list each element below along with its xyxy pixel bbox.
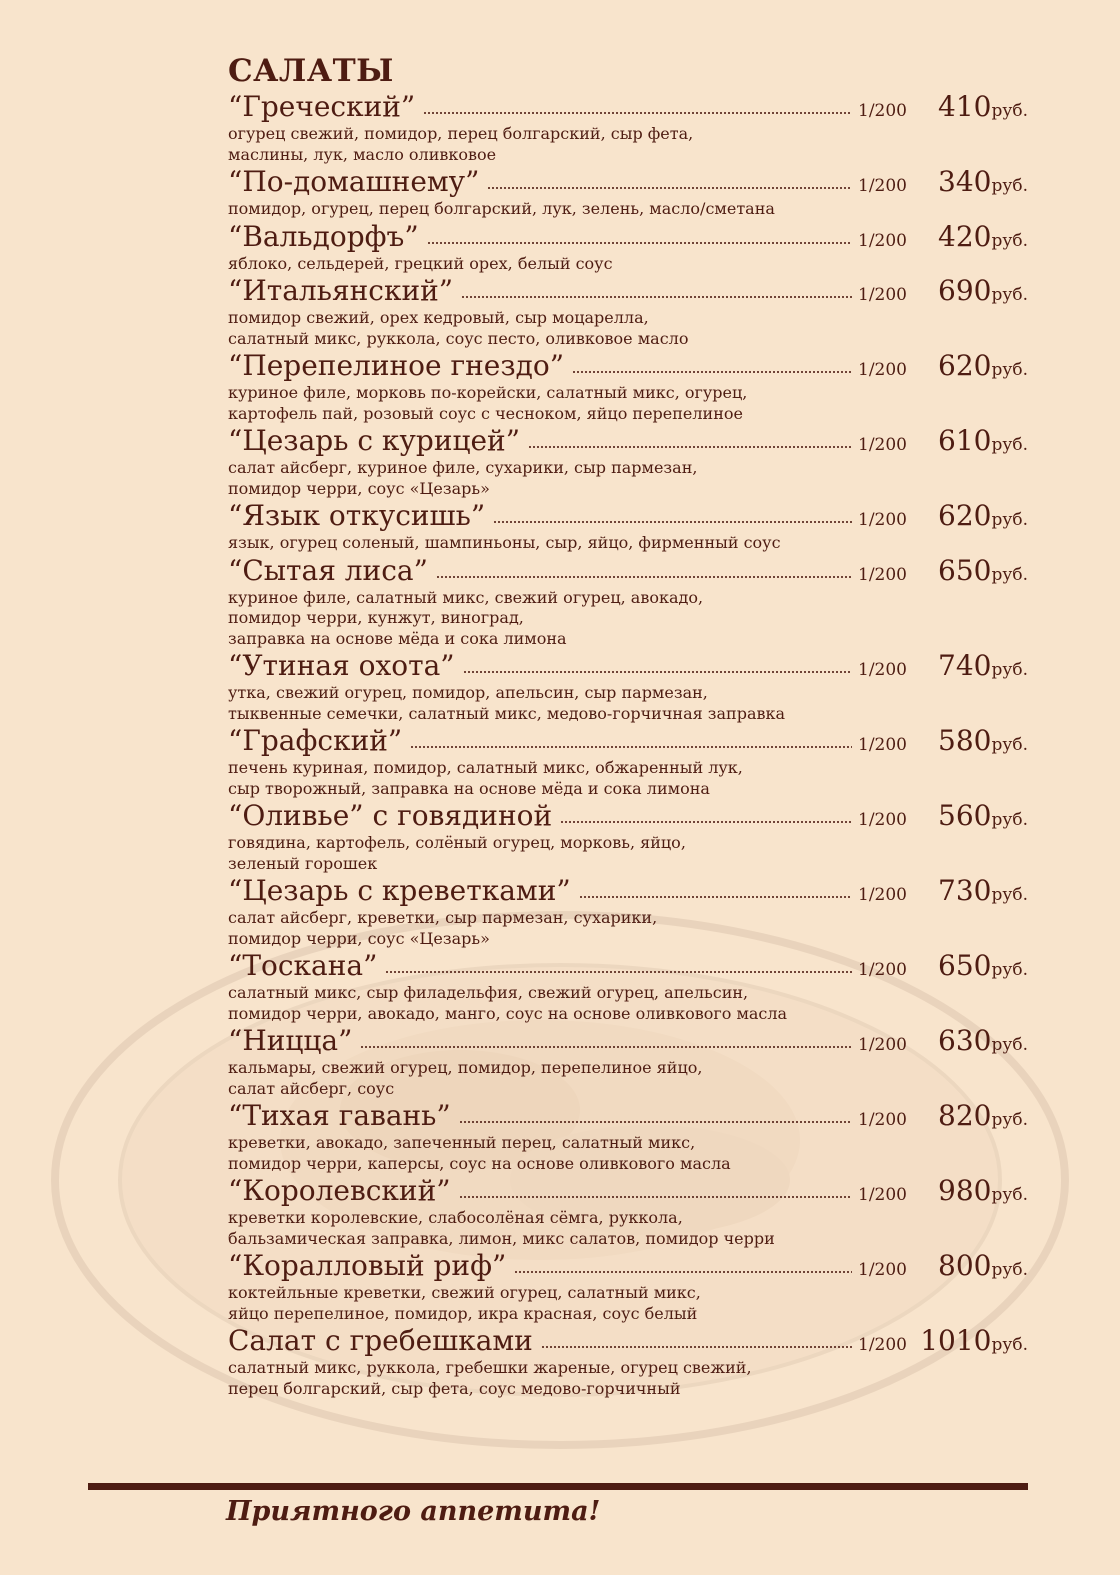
menu-item [228,1099,1028,1174]
menu-item-line [228,724,1028,758]
item-description-line: картофель пай, розовый соус с чесноком, яйцо перепелиное [228,403,743,423]
item-description-line: печень куриная, помидор, салатный микс, обжаренный лук, [228,758,743,777]
item-description-line: яблоко, сельдерей, грецкий орех, белый соус [228,253,613,273]
menu-item [228,1249,1028,1324]
item-price [920,424,1028,462]
price-currency: руб. [991,1335,1028,1355]
item-price [920,274,1028,312]
item-description [228,833,1028,874]
dot-leader [436,576,852,578]
menu-item-line [228,499,1028,533]
item-description-line: помидор черри, соус «Цезарь» [228,928,490,948]
item-description [228,308,1028,349]
item-description-line: сыр творожный, заправка на основе мёда и сока лимона [228,778,710,798]
item-price [920,724,1028,762]
menu-item-line [228,554,1028,588]
dot-leader [459,1121,852,1123]
price-currency: руб. [991,101,1028,121]
price-value: 800 [938,1249,992,1282]
item-weight: 1/200 [858,1185,907,1205]
dot-leader [385,971,852,973]
dot-leader [360,1046,852,1048]
item-weight: 1/200 [858,1035,907,1055]
item-description-line: утка, свежий огурец, помидор, апельсин, сыр пармезан, [228,683,708,702]
item-price [920,554,1028,592]
price-currency: руб. [991,885,1028,905]
menu-item-line [228,349,1028,383]
item-name: “Вальдорфъ” [228,219,419,253]
item-weight: 1/200 [858,1110,907,1130]
item-name: “Утиная охота” [228,649,455,682]
item-name: “Тихая гавань” [228,1099,451,1132]
item-name: “Цезарь с креветками” [228,874,571,907]
item-weight: 1/200 [858,960,907,980]
section-title: САЛАТЫ [228,53,394,89]
item-price [920,649,1028,687]
item-description [228,1358,1028,1399]
item-description-line: помидор черри, авокадо, манго, соус на основе оливкового масла [228,1003,788,1023]
item-description [228,458,1028,499]
price-value: 690 [938,274,992,307]
price-value: 620 [938,349,992,382]
menu-item-line [228,165,1028,199]
price-value: 630 [938,1024,992,1057]
item-name: “По-домашнему” [228,165,480,198]
menu-item-line [228,874,1028,908]
menu-item-line [228,1099,1028,1133]
item-name: “Оливье” с говядиной [228,799,553,832]
item-weight: 1/200 [858,885,907,905]
dot-leader [541,1346,852,1348]
item-name: “Итальянский” [228,274,454,307]
menu-item [228,349,1028,424]
menu-item [228,165,1028,220]
item-description-line: перец болгарский, сыр фета, соус медово-горчичный [228,1378,681,1398]
price-currency: руб. [991,230,1028,251]
menu-item-line [228,1249,1028,1283]
item-description-line: кальмары, свежий огурец, помидор, перепелиное яйцо, [228,1058,703,1077]
menu-item [228,949,1028,1024]
dot-leader [572,371,852,373]
dot-leader [463,671,852,673]
dot-leader [459,1196,852,1198]
price-currency: руб. [991,960,1028,980]
item-name: “Язык откусишь” [228,499,486,532]
menu-list [228,90,1028,1399]
item-description-line: тыквенные семечки, салатный микс, медово-горчичная заправка [228,703,786,723]
price-currency: руб. [991,285,1028,305]
item-description [228,1058,1028,1099]
item-name: “Сытая лиса” [228,553,428,587]
item-name: “Греческий” [228,90,416,123]
item-description [228,124,1028,165]
item-description-line: заправка на основе мёда и сока лимона [228,628,567,648]
menu-item-line [228,424,1028,458]
item-description-line: салатный микс, руккола, соус песто, оливковое масло [228,328,689,348]
price-currency: руб. [991,1110,1028,1130]
menu-item-line [228,274,1028,308]
item-description-line: язык, огурец соленый, шампиньоны, сыр, яйцо, фирменный соус [228,533,781,552]
item-description-line: бальзамическая заправка, лимон, микс салатов, помидор черри [228,1228,775,1248]
item-name: “Тоскана” [228,949,378,982]
item-name: “Перепелиное гнездо” [228,349,565,382]
item-price [920,1324,1028,1362]
item-price [920,799,1028,837]
menu-item-line [228,1174,1028,1208]
item-description-line: говядина, картофель, солёный огурец, морковь, яйцо, [228,833,686,852]
item-description-line: салат айсберг, соус [228,1078,395,1098]
item-description-line: креветки королевские, слабосолёная сёмга, руккола, [228,1208,683,1227]
item-description-line: яйцо перепелиное, помидор, икра красная, соус белый [228,1303,698,1323]
menu-item [228,724,1028,799]
item-price [920,949,1028,987]
item-name: “Коралловый риф” [228,1249,507,1282]
item-weight: 1/200 [858,810,907,830]
dot-leader [423,112,852,114]
price-value: 820 [938,1099,992,1132]
menu-item-line [228,649,1028,683]
item-description-line: креветки, авокадо, запеченный перец, салатный микс, [228,1133,696,1152]
item-description [228,1208,1028,1249]
menu-item-line [228,949,1028,983]
menu-item [228,554,1028,650]
item-description-line: помидор черри, каперсы, соус на основе оливкового масла [228,1153,731,1173]
menu-item [228,874,1028,949]
price-value: 560 [938,799,992,832]
price-value: 620 [938,499,992,532]
price-value: 580 [938,724,992,757]
item-weight: 1/200 [858,230,907,251]
dot-leader [528,446,852,448]
item-price [920,165,1028,203]
price-currency: руб. [991,1260,1028,1280]
item-description [228,983,1028,1024]
price-currency: руб. [991,564,1028,585]
item-name: Салат с гребешками [228,1324,533,1357]
item-description-line: помидор, огурец, перец болгарский, лук, зелень, масло/сметана [228,199,775,218]
menu-item [228,220,1028,275]
item-price [920,1099,1028,1137]
menu-item [228,1024,1028,1099]
item-weight: 1/200 [858,735,907,755]
item-price [920,874,1028,912]
item-description [228,1283,1028,1324]
item-weight: 1/200 [858,435,907,455]
menu-item [228,1324,1028,1399]
item-description-line: салатный микс, руккола, гребешки жареные, огурец свежий, [228,1358,752,1377]
item-description-line: помидор черри, кунжут, виноград, [228,608,524,627]
item-description-line: огурец свежий, помидор, перец болгарский, сыр фета, [228,124,694,143]
item-price [920,1174,1028,1212]
item-price [920,499,1028,537]
price-value: 650 [938,949,992,982]
item-price [920,1249,1028,1287]
menu-item [228,1174,1028,1249]
item-weight: 1/200 [858,510,907,530]
dot-leader [487,187,852,189]
price-currency: руб. [991,510,1028,530]
item-description [228,908,1028,949]
price-value: 1010 [920,1324,992,1357]
dot-leader [560,821,852,823]
price-value: 420 [938,219,992,253]
menu-item-line [228,1024,1028,1058]
item-description-line: салатный микс, сыр филадельфия, свежий огурец, апельсин, [228,983,749,1002]
item-name: “Ницца” [228,1024,353,1057]
item-description [228,758,1028,799]
item-description-line: салат айсберг, креветки, сыр пармезан, сухарики, [228,908,658,927]
item-weight: 1/200 [858,360,907,380]
item-weight: 1/200 [858,564,907,585]
footer-text: Приятного аппетита! [226,1496,601,1527]
item-description-line: зеленый горошек [228,853,378,873]
item-description-line: салат айсберг, куриное филе, сухарики, сыр пармезан, [228,458,698,477]
price-currency: руб. [991,810,1028,830]
item-description [228,1133,1028,1174]
item-weight: 1/200 [858,660,907,680]
price-value: 980 [938,1174,992,1207]
price-currency: руб. [991,360,1028,380]
item-description [228,683,1028,724]
item-name: “Королевский” [228,1174,451,1207]
price-value: 650 [938,553,992,587]
menu-item [228,799,1028,874]
item-description-line: коктейльные креветки, свежий огурец, салатный микс, [228,1283,701,1302]
item-name: “Графский” [228,724,403,757]
item-price [920,90,1028,128]
item-name: “Цезарь с курицей” [228,424,521,457]
menu-item-line [228,220,1028,254]
dot-leader [427,242,852,244]
item-weight: 1/200 [858,1260,907,1280]
item-description-line: куриное филе, морковь по-корейски, салатный микс, огурец, [228,383,748,402]
footer-divider [88,1483,1028,1490]
menu-item [228,499,1028,554]
item-description [228,383,1028,424]
item-description-line: маслины, лук, масло оливковое [228,144,497,164]
dot-leader [579,896,852,898]
item-price [920,1024,1028,1062]
item-weight: 1/200 [858,176,907,196]
price-value: 610 [938,424,992,457]
item-description-line: куриное филе, салатный микс, свежий огурец, авокадо, [228,587,704,607]
menu-item [228,424,1028,499]
price-value: 410 [938,90,992,123]
menu-item-line [228,799,1028,833]
menu-item [228,649,1028,724]
price-currency: руб. [991,1035,1028,1055]
item-description [228,588,1028,650]
menu-item-line [228,90,1028,124]
price-value: 730 [938,874,992,907]
dot-leader [410,746,852,748]
price-currency: руб. [991,735,1028,755]
item-weight: 1/200 [858,285,907,305]
menu-item [228,274,1028,349]
item-weight: 1/200 [858,101,907,121]
price-value: 740 [938,649,992,682]
item-description-line: помидор свежий, орех кедровый, сыр моцарелла, [228,308,649,327]
dot-leader [493,521,852,523]
menu-content [228,54,1028,1399]
item-price [920,349,1028,387]
dot-leader [461,296,852,298]
price-currency: руб. [991,435,1028,455]
price-currency: руб. [991,1185,1028,1205]
dot-leader [514,1271,852,1273]
price-value: 340 [938,165,992,198]
menu-item [228,90,1028,165]
item-weight: 1/200 [858,1335,907,1355]
item-price [920,220,1028,258]
item-description-line: помидор черри, соус «Цезарь» [228,478,490,498]
menu-item-line [228,1324,1028,1358]
price-currency: руб. [991,176,1028,196]
price-currency: руб. [991,660,1028,680]
